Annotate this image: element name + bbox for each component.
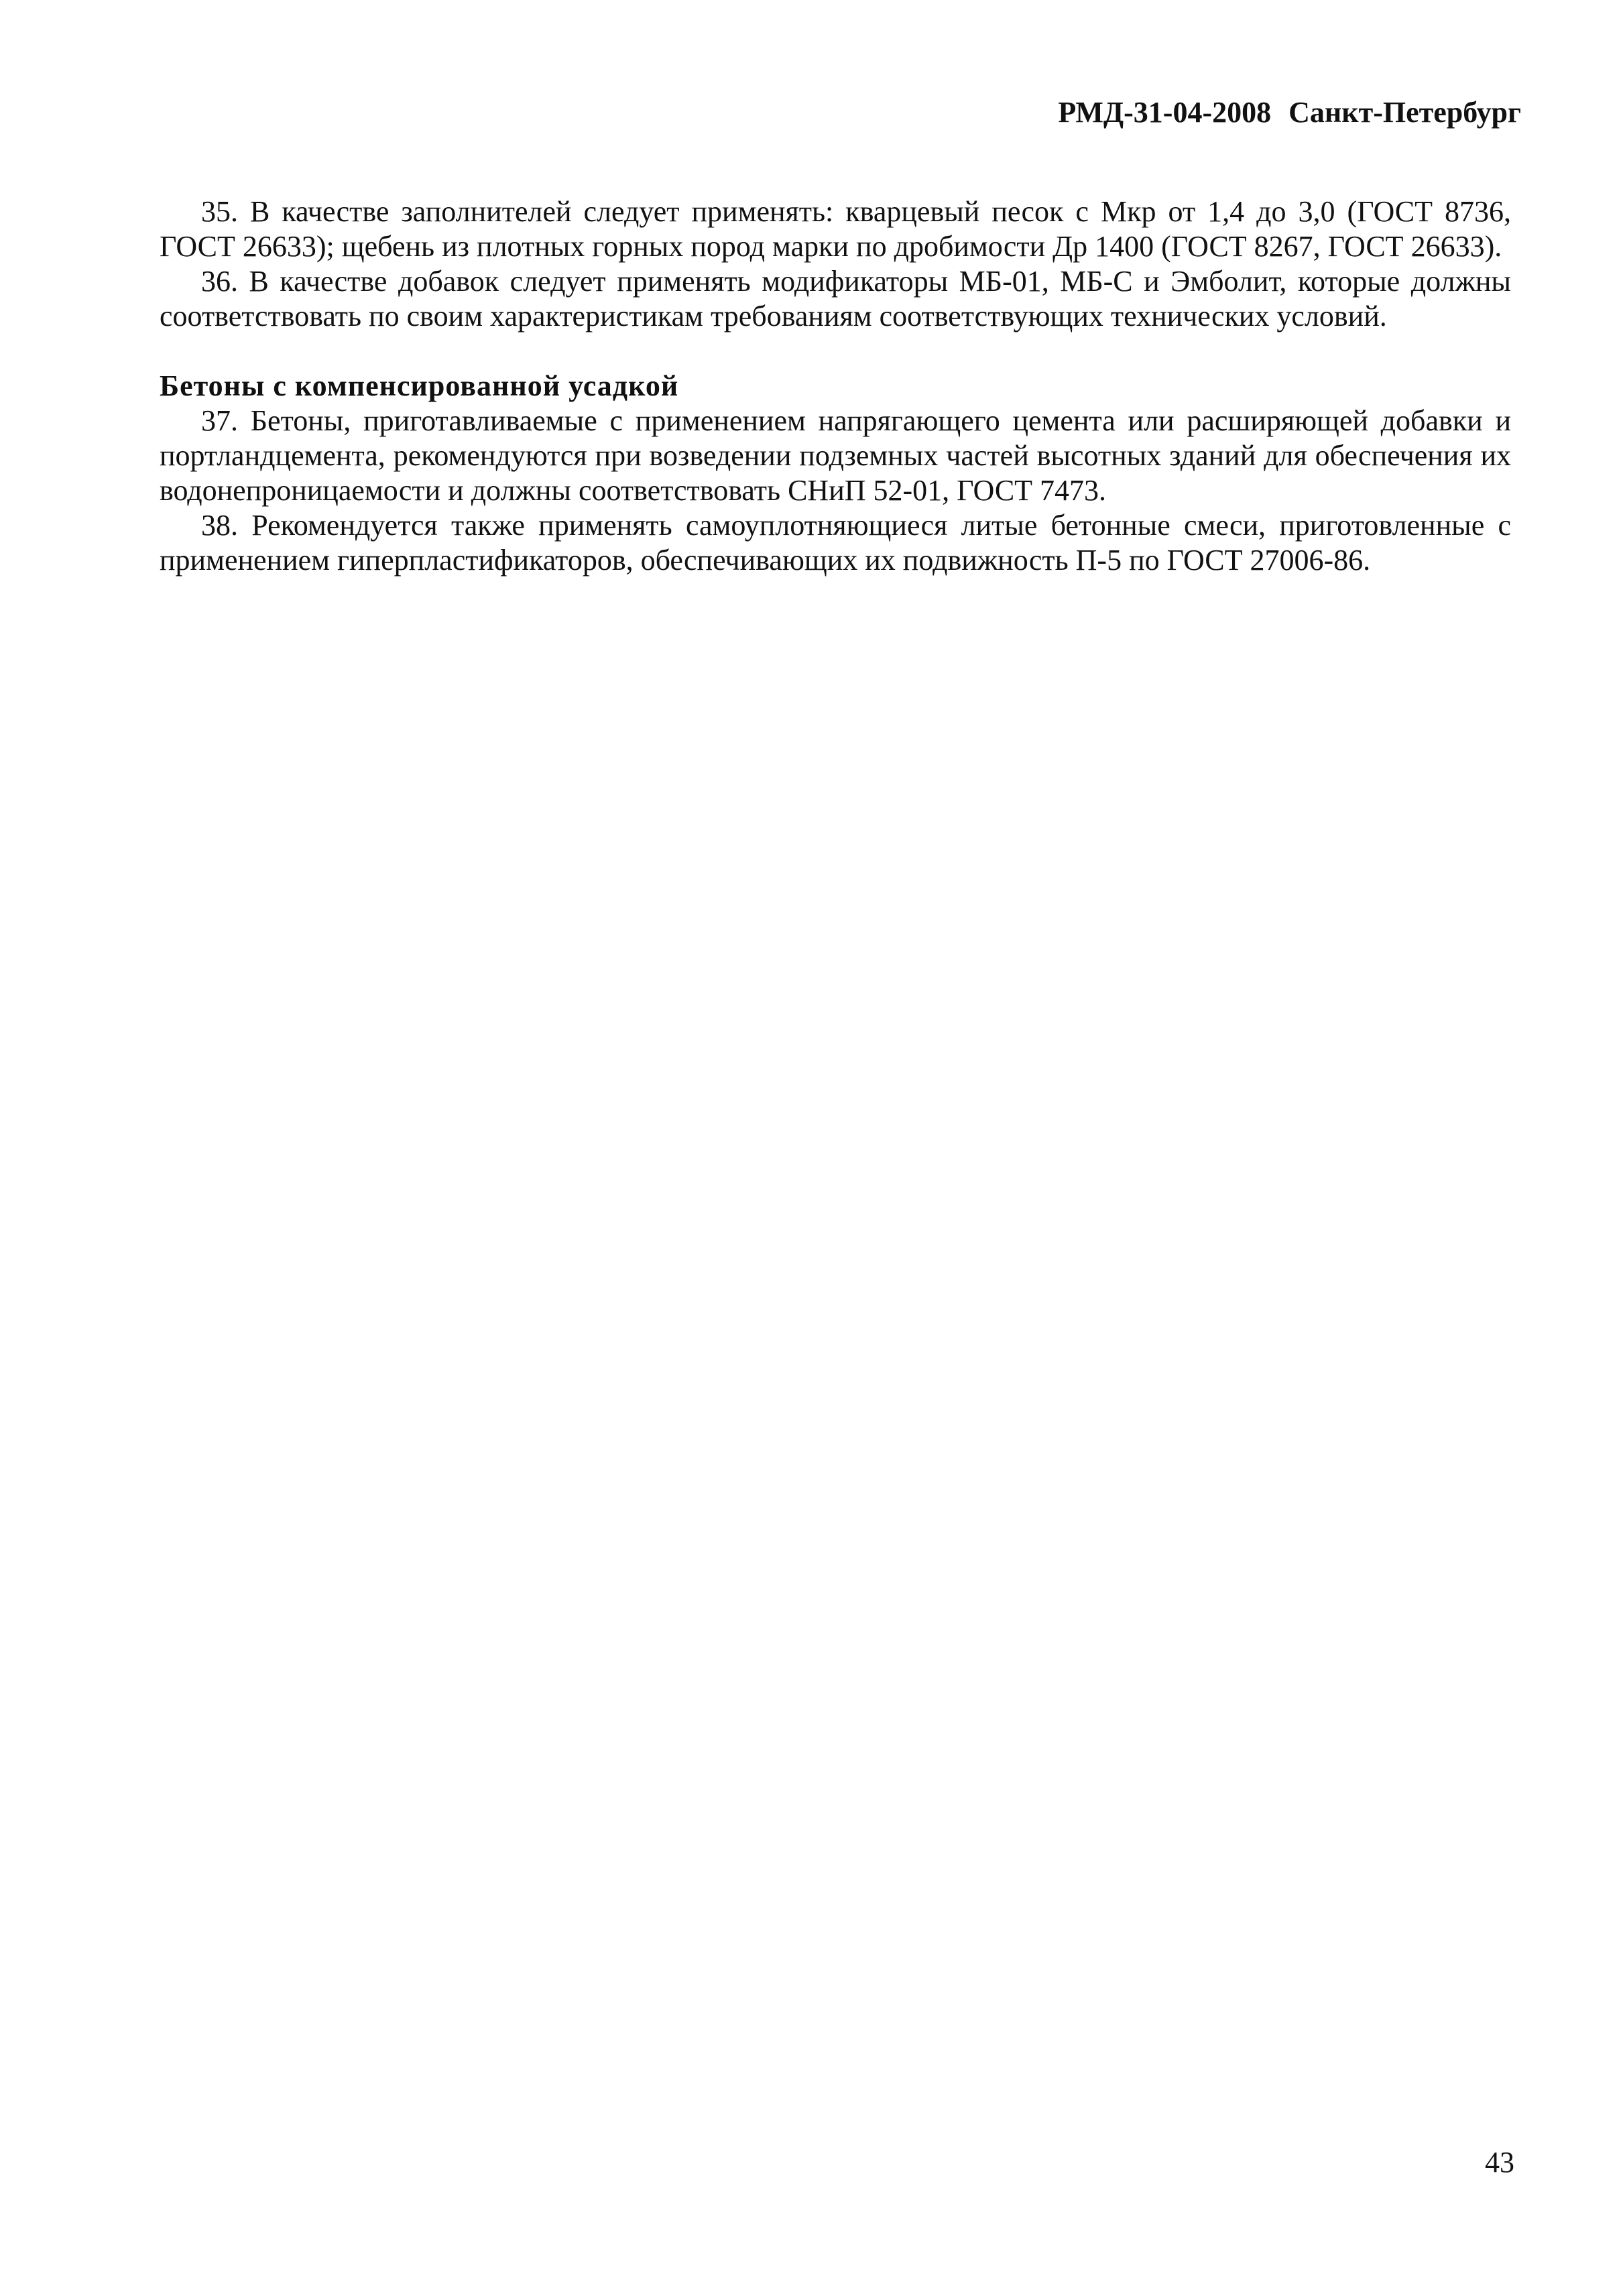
paragraph-36: [160, 264, 1511, 334]
paragraph-37: [160, 404, 1511, 508]
page-number: 43: [1485, 2146, 1514, 2179]
document-body: [160, 194, 1511, 578]
paragraph-36-text: 36. В качестве добавок следует применять модификаторы МБ-01, МБ-С и Эмболит, которые должны соответствовать по своим характеристикам требованиям соответствующих технических условий.: [160, 265, 1511, 333]
paragraph-35: [160, 194, 1511, 264]
running-header: [1058, 94, 1521, 131]
paragraph-38: [160, 508, 1511, 578]
paragraph-38-text: 38. Рекомендуется также применять самоуплотняющиеся литые бетонные смеси, приготовленные с применением гиперпластификаторов, обеспечивающих их подвижность П-5 по ГОСТ 27006-86.: [160, 509, 1511, 577]
section-heading: Бетоны с компенсированной усадкой: [160, 369, 679, 402]
paragraph-37-text: 37. Бетоны, приготавливаемые с применением напрягающего цемента или расширяющей добавки и портландцемента, рекомендуются при возведении подземных частей высотных зданий для обеспечения их водонепроницаемости и должны соответствовать СНиП 52-01, ГОСТ 7473.: [160, 404, 1511, 507]
header-city: Санкт-Петербург: [1288, 96, 1521, 129]
document-code: РМД-31-04-2008: [1058, 96, 1272, 129]
paragraph-35-text: 35. В качестве заполнителей следует применять: кварцевый песок с Мкр от 1,4 до 3,0 (ГОСТ 8736, ГОСТ 26633); щебень из плотных горных пород марки по дробимости Др 1400 (ГОСТ 8267, ГОСТ 26633).: [160, 195, 1511, 263]
